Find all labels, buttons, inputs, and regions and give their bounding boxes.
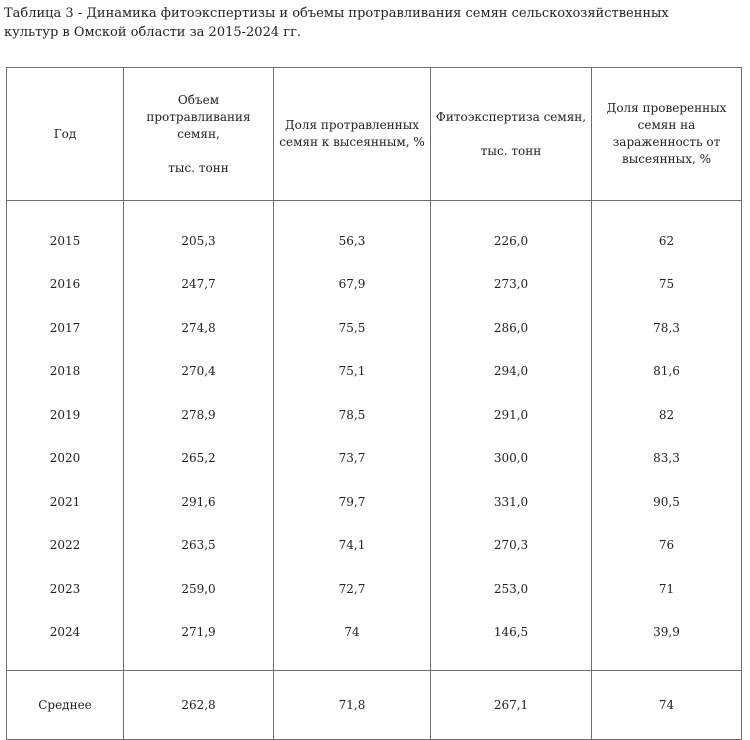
header-treated-share-label: Доля протравленных семян к высеянным, % [279, 118, 425, 149]
cell-year: 2024 [7, 611, 124, 671]
cell-year: 2015 [7, 201, 124, 263]
cell-treated-share: 74,1 [274, 524, 431, 568]
cell-treatment-volume: 247,7 [124, 263, 274, 307]
table-row [7, 524, 742, 568]
cell-checked-share: 75 [592, 263, 742, 307]
cell-checked-share: 83,3 [592, 437, 742, 481]
table-row [7, 306, 742, 350]
cell-year: 2017 [7, 306, 124, 350]
header-treated-share [274, 68, 431, 201]
cell-year: 2016 [7, 263, 124, 307]
cell-treatment-volume: 278,9 [124, 393, 274, 437]
table-row [7, 480, 742, 524]
average-row [7, 671, 742, 740]
cell-treated-share: 73,7 [274, 437, 431, 481]
cell-treatment-volume: 263,5 [124, 524, 274, 568]
header-expertise [431, 68, 592, 201]
cell-expertise: 146,5 [431, 611, 592, 671]
cell-expertise: 273,0 [431, 263, 592, 307]
table-row [7, 201, 742, 263]
cell-year: 2022 [7, 524, 124, 568]
cell-treated-share: 79,7 [274, 480, 431, 524]
cell-checked-share: 39,9 [592, 611, 742, 671]
cell-treated-share: 75,5 [274, 306, 431, 350]
cell-treated-share: 78,5 [274, 393, 431, 437]
cell-expertise: 331,0 [431, 480, 592, 524]
cell-treatment-volume: 274,8 [124, 306, 274, 350]
cell-treated-share: 72,7 [274, 567, 431, 611]
cell-year: 2020 [7, 437, 124, 481]
cell-year: 2018 [7, 350, 124, 394]
cell-expertise: 294,0 [431, 350, 592, 394]
cell-treatment-volume: 291,6 [124, 480, 274, 524]
table-caption: Таблица 3 - Динамика фитоэкспертизы и объемы протравливания семян сельскохозяйственных культур в Омской области за 2015-2024 гг. [4, 6, 669, 40]
header-checked-share-label: Доля проверенных семян на зараженность от высеянных, % [606, 101, 727, 166]
table-row [7, 263, 742, 307]
cell-expertise: 253,0 [431, 567, 592, 611]
cell-checked-share: 76 [592, 524, 742, 568]
cell-expertise: 286,0 [431, 306, 592, 350]
cell-year: 2021 [7, 480, 124, 524]
cell-treated-share: 74 [274, 611, 431, 671]
table-row [7, 437, 742, 481]
cell-expertise: 270,3 [431, 524, 592, 568]
header-year [7, 68, 124, 201]
header-treatment-volume-unit: тыс. тонн [168, 160, 229, 175]
cell-checked-share: 82 [592, 393, 742, 437]
cell-treatment-volume: 205,3 [124, 201, 274, 263]
cell-treated-share: 67,9 [274, 263, 431, 307]
cell-treatment-volume: 271,9 [124, 611, 274, 671]
cell-checked-share: 78,3 [592, 306, 742, 350]
cell-expertise: 291,0 [431, 393, 592, 437]
cell-year: 2019 [7, 393, 124, 437]
table-row [7, 350, 742, 394]
average-label: Среднее [7, 671, 124, 740]
header-expertise-unit: тыс. тонн [480, 143, 542, 158]
table-row [7, 393, 742, 437]
seed-treatment-table [6, 67, 742, 740]
cell-expertise: 226,0 [431, 201, 592, 263]
header-checked-share [592, 68, 742, 201]
header-expertise-label: Фитоэкспертиза семян, [435, 109, 587, 124]
cell-checked-share: 81,6 [592, 350, 742, 394]
cell-checked-share: 62 [592, 201, 742, 263]
header-year-label: Год [53, 126, 77, 141]
average-checked-share: 74 [592, 671, 742, 740]
cell-checked-share: 71 [592, 567, 742, 611]
header-treatment-volume [124, 68, 274, 201]
cell-treated-share: 75,1 [274, 350, 431, 394]
cell-treated-share: 56,3 [274, 201, 431, 263]
cell-checked-share: 90,5 [592, 480, 742, 524]
cell-expertise: 300,0 [431, 437, 592, 481]
average-treated-share: 71,8 [274, 671, 431, 740]
cell-treatment-volume: 265,2 [124, 437, 274, 481]
table-header-row [7, 68, 742, 201]
table-row [7, 611, 742, 671]
cell-year: 2023 [7, 567, 124, 611]
table-row [7, 567, 742, 611]
average-expertise: 267,1 [431, 671, 592, 740]
average-treatment-volume: 262,8 [124, 671, 274, 740]
cell-treatment-volume: 270,4 [124, 350, 274, 394]
cell-treatment-volume: 259,0 [124, 567, 274, 611]
header-treatment-volume-label: Объем протравливания семян, [146, 92, 251, 141]
